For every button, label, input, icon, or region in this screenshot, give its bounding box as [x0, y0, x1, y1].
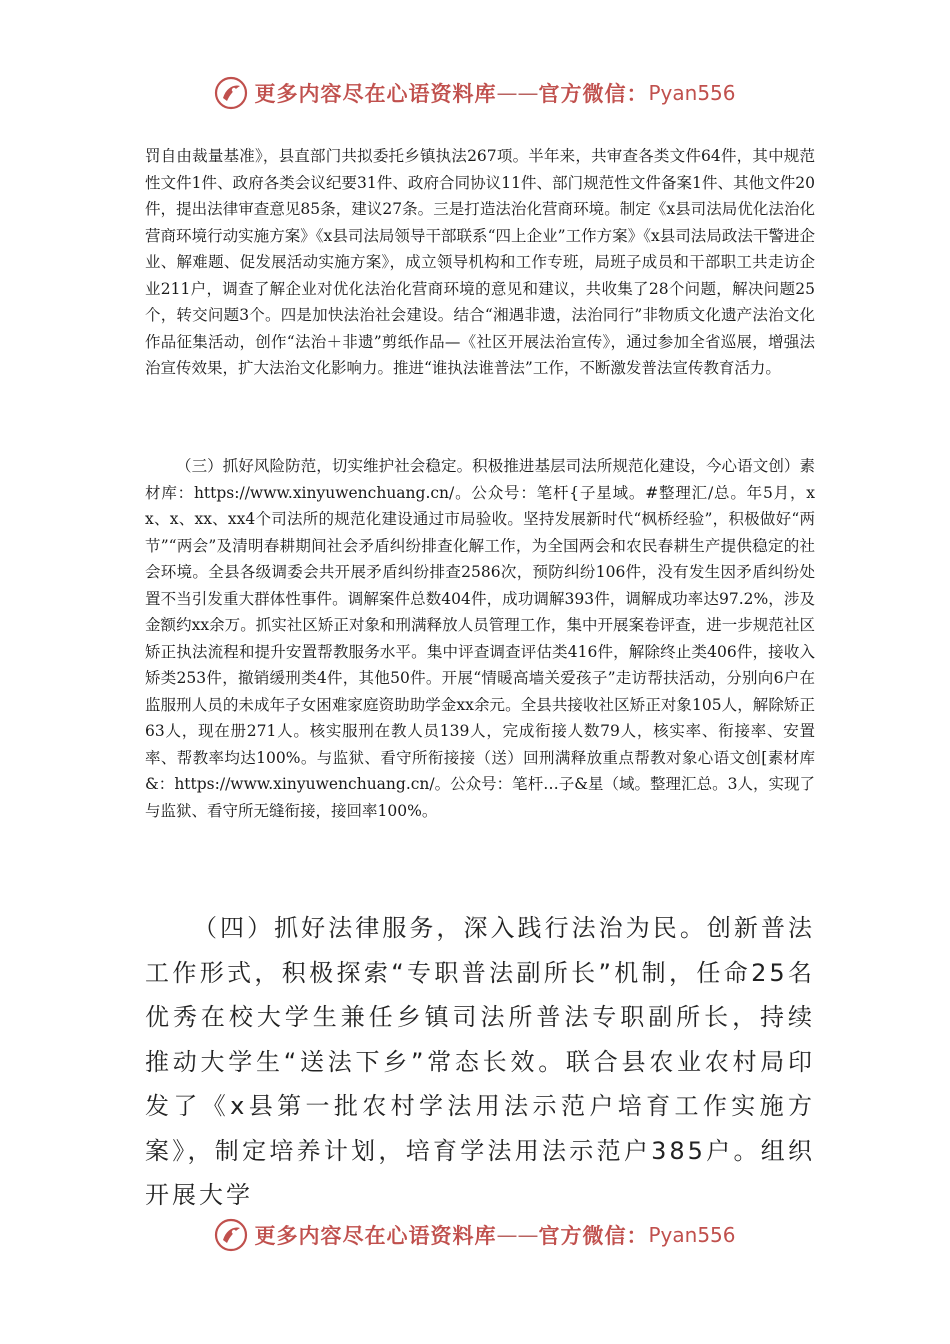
banner-title: 更多内容尽在心语资料库 — [254, 1223, 497, 1248]
body-paragraph-1: 罚自由裁量基准》，县直部门共拟委托乡镇执法267项。半年来，共审查各类文件64件，其中规范性文件1件、政府各类会议纪要31件、政府合同协议11件、部门规范性文件备案1件、其他文件20件，提出法律审查意见85条，建议27条。三是打造法治化营商环境。制定《x县司法局优化法治化营商环境行动实施方案》《x县司法局领导干部联系“四上企业”工作方案》《x县司法局政法干警进企业、解难题、促发展活动实施方案》，成立领导机构和工作专班，局班子成员和干部职工共走访企业211户，调查了解企业对优化法治化营商环境的意见和建议，共收集了28个问题，解决问题25个，转交问题3个。四是加快法治社会建设。结合“湘遇非遗，法治同行”非物质文化遗产法治文化作品征集活动，创作“法治＋非遗”剪纸作品—《社区开展法治宣传》，通过参加全省巡展，增强法治宣传效果，扩大法治文化影响力。推进“谁执法谁普法”工作，不断激发普法宣传教育活力。 — [145, 147, 815, 377]
header-banner — [0, 68, 950, 118]
wechat-id: Pyan556 — [648, 1223, 736, 1247]
banner-separator: —— — [496, 81, 539, 105]
logo-icon — [214, 1218, 248, 1252]
banner-separator: —— — [496, 1223, 539, 1247]
body-paragraph-2: （三）抓好风险防范，切实维护社会稳定。积极推进基层司法所规范化建设，今心语文创）素材库：https://www.xinyuwenchuang.cn/。公众号：笔杆{子星域。#整理汇/总。年5月，xx、x、xx、xx4个司法所的规范化建设通过市局验收。坚持发展新时代“枫桥经验”，积极做好“两节”“两会”及清明春耕期间社会矛盾纠纷排查化解工作，为全国两会和农民春耕生产提供稳定的社会环境。全县各级调委会共开展矛盾纠纷排查2586次，预防纠纷106件，没有发生因矛盾纠纷处置不当引发重大群体性事件。调解案件总数404件，成功调解393件，调解成功率达97.2%，涉及金额约xx余万。抓实社区矫正对象和刑满释放人员管理工作，集中开展案卷评查，进一步规范社区矫正执法流程和提升安置帮教服务水平。集中评查调查评估类416件，解除终止类406件，接收入矫类253件，撤销缓刑类4件，其他50件。开展“情暖高墙关爱孩子”走访帮扶活动，分别向6户在监服刑人员的未成年子女困难家庭资助助学金xx余元。全县共接收社区矫正对象105人，解除矫正63人，现在册271人。核实服刑在教人员139人，完成衔接人数79人，核实率、衔接率、安置率、帮教率均达100%。与监狱、看守所衔接接（送）回刑满释放重点帮教对象心语文创[素材库&：https://www.xinyuwenchuang.cn/。公众号：笔杆…子&星（域。整理汇总。3人，实现了与监狱、看守所无缝衔接，接回率100%。 — [145, 457, 815, 820]
logo-icon — [214, 76, 248, 110]
wechat-label: 官方微信： — [538, 81, 649, 106]
wechat-label: 官方微信： — [538, 1223, 649, 1248]
footer-banner — [0, 1210, 950, 1260]
body-paragraph-3: （四）抓好法律服务，深入践行法治为民。创新普法工作形式，积极探索“专职普法副所长”机制，任命25名优秀在校大学生兼任乡镇司法所普法专职副所长，持续推动大学生“送法下乡”常态长效。联合县农业农村局印发了《x县第一批农村学法用法示范户培育工作实施方案》，制定培养计划，培育学法用法示范户385户。组织开展大学 — [145, 914, 815, 1209]
banner-title: 更多内容尽在心语资料库 — [254, 81, 497, 106]
wechat-id: Pyan556 — [648, 81, 736, 105]
